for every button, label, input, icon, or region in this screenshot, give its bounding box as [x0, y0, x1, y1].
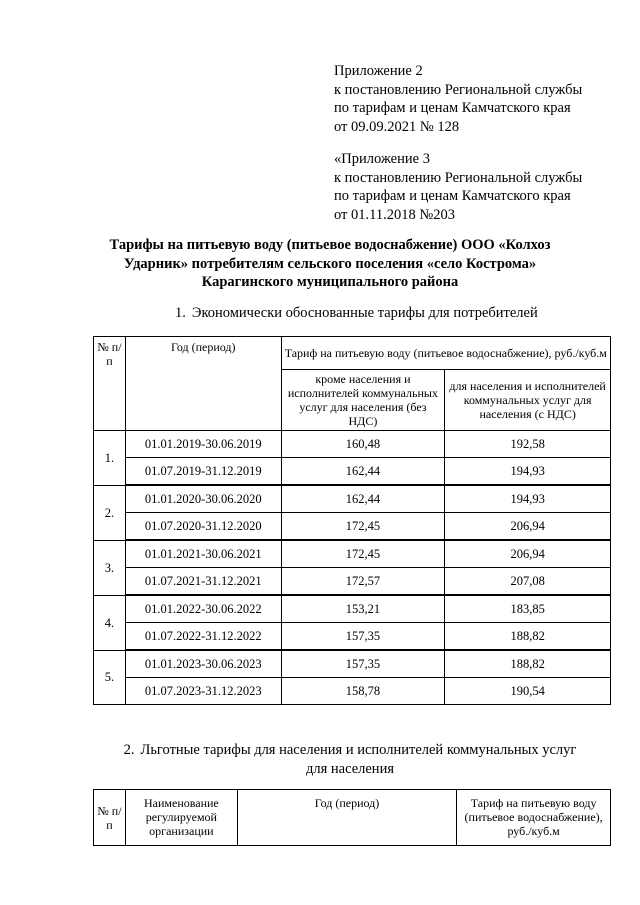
- tariff-with-vat: 192,58: [445, 431, 611, 458]
- tariff-without-vat: 162,44: [281, 458, 445, 486]
- annex-line: от 09.09.2021 № 128: [334, 118, 460, 135]
- tariff-without-vat: 172,57: [281, 568, 445, 596]
- section-title: Льготные тарифы для населения и исполнителей коммунальных услуг: [140, 742, 577, 758]
- annex-line: от 01.11.2018 №203: [334, 206, 455, 223]
- period-cell: 01.01.2022-30.06.2022: [125, 595, 281, 623]
- tariff-with-vat: 207,08: [445, 568, 611, 596]
- period-cell: 01.01.2021-30.06.2021: [125, 540, 281, 568]
- table-row: [94, 431, 611, 458]
- tariff-with-vat: 206,94: [445, 513, 611, 541]
- tariff-with-vat: 206,94: [445, 540, 611, 568]
- header-num: № п/п: [94, 337, 126, 431]
- period-cell: 01.01.2020-30.06.2020: [125, 485, 281, 513]
- tariff-without-vat: 158,78: [281, 678, 445, 705]
- period-cell: 01.01.2019-30.06.2019: [125, 431, 281, 458]
- table-row: [94, 568, 611, 596]
- period-cell: 01.07.2021-31.12.2021: [125, 568, 281, 596]
- row-number: 2.: [94, 485, 126, 540]
- tariff-without-vat: 157,35: [281, 650, 445, 678]
- annex-line: к постановлению Региональной службы: [334, 169, 583, 186]
- header-with-vat: для населения и исполнителей коммунальных услуг для населения (с НДС): [445, 370, 611, 431]
- table-row: [94, 458, 611, 486]
- table-row: [94, 485, 611, 513]
- section-number: 1.: [175, 305, 186, 321]
- tariff-with-vat: 183,85: [445, 595, 611, 623]
- header-period: Год (период): [125, 337, 281, 431]
- tariff-without-vat: 153,21: [281, 595, 445, 623]
- tariff-with-vat: 194,93: [445, 458, 611, 486]
- table-row: [94, 595, 611, 623]
- title-line: Карагинского муниципального района: [201, 274, 459, 290]
- tariff-with-vat: 188,82: [445, 623, 611, 651]
- title-line: Тарифы на питьевую воду (питьевое водоснабжение) ООО «Колхоз: [109, 237, 551, 253]
- row-number: 4.: [94, 595, 126, 650]
- section-2-heading: [110, 741, 590, 778]
- annex-line: по тарифам и ценам Камчатского края: [334, 100, 571, 116]
- annex-line: к постановлению Региональной службы: [334, 81, 583, 98]
- tariff-without-vat: 172,45: [281, 540, 445, 568]
- period-cell: 01.07.2019-31.12.2019: [125, 458, 281, 486]
- table-row: [94, 623, 611, 651]
- section-1-heading: [175, 304, 538, 323]
- row-number: 3.: [94, 540, 126, 595]
- section-title: Экономически обоснованные тарифы для потребителей: [191, 305, 538, 321]
- title-line: Ударник» потребителям сельского поселения «село Кострома»: [123, 255, 537, 272]
- header-organization: Наименование регулируемой организации: [125, 790, 237, 846]
- tariff-without-vat: 162,44: [281, 485, 445, 513]
- annex-reference-current: [334, 62, 582, 136]
- section-number: 2.: [123, 742, 135, 758]
- tariff-without-vat: 160,48: [281, 431, 445, 458]
- tariff-without-vat: 157,35: [281, 623, 445, 651]
- tariff-with-vat: 194,93: [445, 485, 611, 513]
- table-row: [94, 650, 611, 678]
- header-num: № п/п: [94, 790, 126, 846]
- header-period: Год (период): [237, 790, 456, 846]
- period-cell: 01.07.2022-31.12.2022: [125, 623, 281, 651]
- tariff-table-economic: [93, 336, 611, 705]
- row-number: 1.: [94, 431, 126, 486]
- tariff-table-preferential: [93, 789, 611, 846]
- period-cell: 01.07.2020-31.12.2020: [125, 513, 281, 541]
- annex-line: «Приложение 3: [334, 151, 430, 167]
- period-cell: 01.07.2023-31.12.2023: [125, 678, 281, 705]
- row-number: 5.: [94, 650, 126, 705]
- header-without-vat: кроме населения и исполнителей коммунальных услуг для населения (без НДС): [281, 370, 445, 431]
- annex-line: Приложение 2: [334, 63, 423, 79]
- section-title-continued: для населения: [305, 760, 394, 777]
- tariff-with-vat: 190,54: [445, 678, 611, 705]
- table-row: [94, 678, 611, 705]
- table-row: [94, 540, 611, 568]
- annex-reference-original: [334, 150, 582, 224]
- table-row: [94, 513, 611, 541]
- document-title: [80, 236, 580, 292]
- period-cell: 01.01.2023-30.06.2023: [125, 650, 281, 678]
- annex-line: по тарифам и ценам Камчатского края: [334, 188, 571, 204]
- tariff-with-vat: 188,82: [445, 650, 611, 678]
- header-tariff: Тариф на питьевую воду (питьевое водоснабжение), руб./куб.м: [281, 337, 610, 370]
- header-tariff: Тариф на питьевую воду (питьевое водоснабжение), руб./куб.м: [457, 790, 611, 846]
- tariff-without-vat: 172,45: [281, 513, 445, 541]
